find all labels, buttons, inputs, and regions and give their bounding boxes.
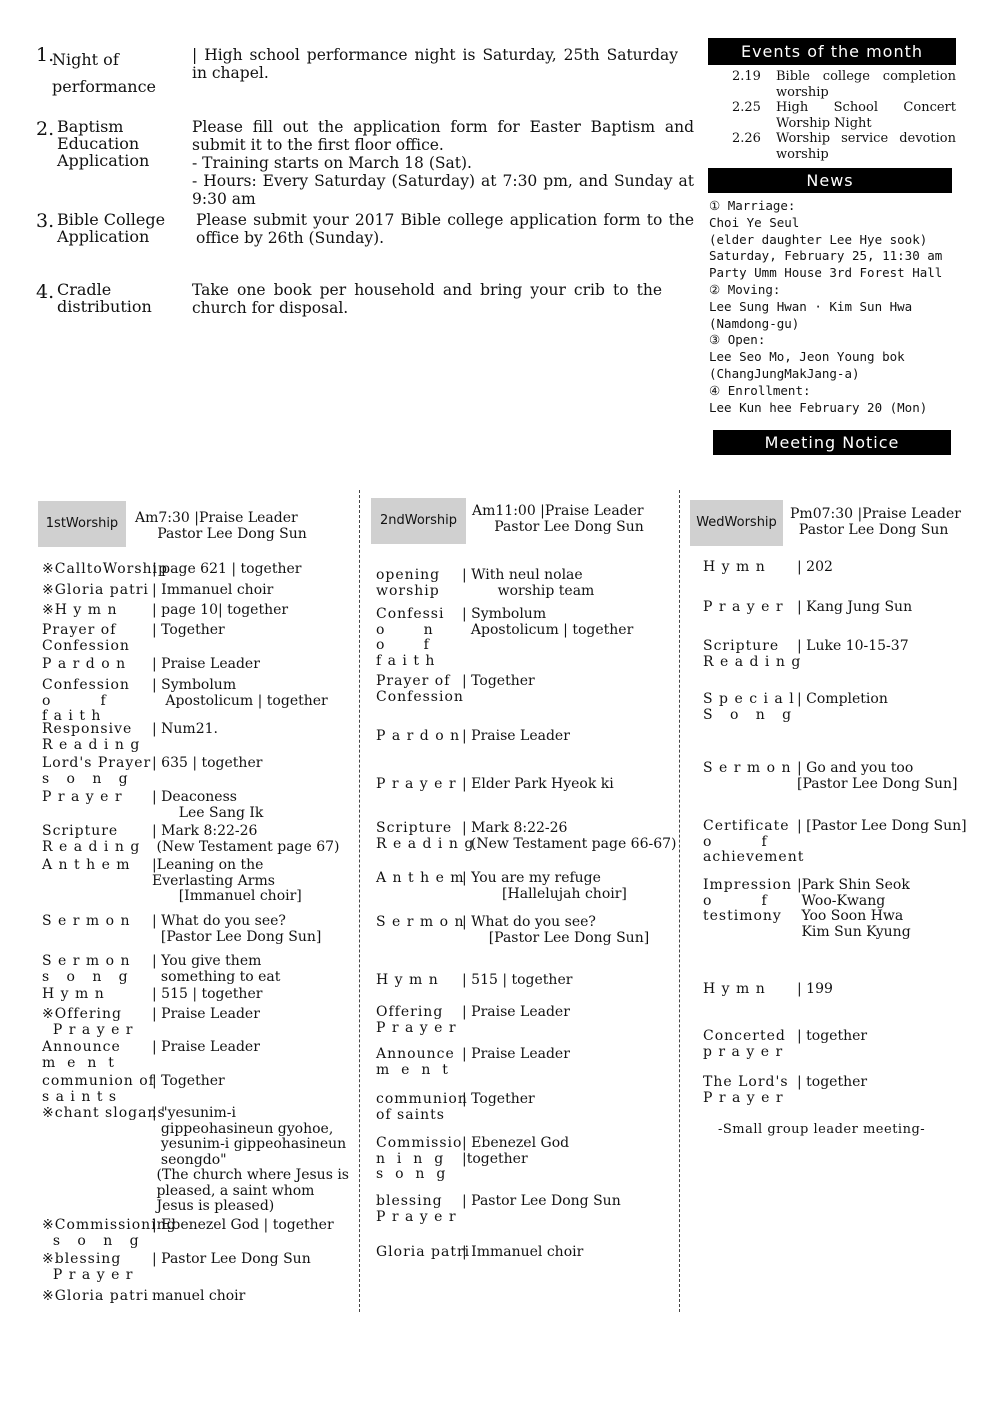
order-label: Gloria patri <box>376 1244 471 1260</box>
order-value: | Pastor Lee Dong Sun <box>462 1193 621 1209</box>
news-line: (Namdong-gu) <box>709 315 800 331</box>
worship-1-header: 1stWorship <box>38 501 126 547</box>
notice-description: Please submit your 2017 Bible college application form to the office by 26th (Sunday). <box>196 211 694 247</box>
order-value: | Praise Leader <box>152 1006 260 1022</box>
order-value: | page 621 | together <box>152 561 302 577</box>
order-label: Confession o f f a i t h <box>42 677 130 724</box>
news-line: ③ Open: <box>709 332 766 348</box>
order-value: | You are my refuge [Hallelujah choir] <box>462 870 627 902</box>
notice-number: 3. <box>36 210 55 232</box>
order-label: S e r m o n <box>376 914 465 930</box>
order-label: ※Offering P r a y e r <box>42 1006 134 1038</box>
order-label: S p e c i a l S o n g <box>703 691 795 723</box>
order-label: ※chant slogans <box>42 1105 166 1121</box>
order-label: Concerted p r a y e r <box>703 1028 786 1060</box>
order-label: ※blessing P r a y e r <box>42 1251 134 1283</box>
event-date: 2.25 <box>732 100 761 115</box>
event-item <box>732 100 956 130</box>
order-label: Certificate o f achievement <box>703 818 805 865</box>
order-value: | Kang Jung Sun <box>797 599 913 615</box>
order-value: manuel choir <box>152 1288 246 1304</box>
order-value: | Together <box>152 622 225 638</box>
order-value: | "yesunim-i gippeohasineun gyohoe, yesunim-i gippeohasineun seongdo" (The church where Jesus is pleased, a saint whom Jesus is pleased) <box>152 1105 349 1214</box>
order-label: ※Commissioning s o n g <box>42 1217 177 1249</box>
order-value: | What do you see? [Pastor Lee Dong Sun] <box>152 913 322 945</box>
news-list <box>709 198 955 416</box>
order-label: H y m n <box>703 559 766 575</box>
news-line: Saturday, February 25, 11:30 am <box>709 248 943 264</box>
notice-number: 2. <box>36 118 55 140</box>
order-value: | together <box>797 1074 868 1090</box>
event-text: Worship service devotion worship <box>776 131 956 162</box>
order-value: | Luke 10-15-37 <box>797 638 909 654</box>
order-value: | Ebenezel God | together <box>152 1217 334 1233</box>
notice-description: Please fill out the application form for Easter Baptism and submit it to the first floor office. - Training starts on March 18 (Sat). - Hours: Every Saturday (Saturday) at 7:30 pm, and Sunday at 9:30 am <box>192 118 694 208</box>
order-value: | Go and you too [Pastor Lee Dong Sun] <box>797 760 958 792</box>
notice-title: Bible College Application <box>57 210 166 246</box>
worship-1-info: Am7:30 |Praise Leader Pastor Lee Dong Sun <box>135 510 307 542</box>
order-label: Announce m e n t <box>42 1039 121 1071</box>
worship-2-info: Am11:00 |Praise Leader Pastor Lee Dong Sun <box>472 503 644 535</box>
order-label: A n t h e m <box>376 870 465 886</box>
meeting-notice-header: Meeting Notice <box>713 430 951 455</box>
news-line: ② Moving: <box>709 281 781 297</box>
news-line: (elder daughter Lee Hye sook) <box>709 231 928 247</box>
column-divider <box>679 490 680 1312</box>
order-label: Impression o f testimony <box>703 877 793 924</box>
order-label: ※H y m n <box>42 602 118 618</box>
news-line: Lee Sung Hwan · Kim Sun Hwa <box>709 298 913 314</box>
order-value: |Leaning on the Everlasting Arms [Immanuel choir] <box>152 857 302 904</box>
order-label: A n t h e m <box>42 857 131 873</box>
event-item <box>732 69 956 99</box>
notice-description: | High school performance night is Saturday, 25th Saturday in chapel. <box>192 46 678 82</box>
event-text: High School Concert Worship Night <box>776 100 956 131</box>
order-value: | Together <box>462 1091 535 1107</box>
notice-title: Cradle distribution <box>57 280 152 316</box>
news-line: Party Umm House 3rd Forest Hall <box>709 265 943 281</box>
order-label: ※Gloria patri <box>42 1288 149 1304</box>
order-value: | Completion <box>797 691 888 707</box>
order-value: | 515 | together <box>462 972 573 988</box>
order-label: communion of saints <box>376 1091 468 1123</box>
order-label: H y m n <box>376 972 439 988</box>
order-label: P a r d o n <box>376 728 461 744</box>
news-line: Choi Ye Seul <box>709 214 800 230</box>
order-label: Prayer of Confession <box>42 622 130 654</box>
order-value: | Mark 8:22-26 (New Testament page 67) <box>152 823 340 855</box>
order-label: P r a y e r <box>376 776 457 792</box>
order-value: | 202 <box>797 559 833 575</box>
events-header: Events of the month <box>708 38 956 65</box>
order-label: blessing P r a y e r <box>376 1193 457 1225</box>
order-label: communion of s a i n t s <box>42 1073 155 1105</box>
order-value: | With neul nolae worship team <box>462 567 595 599</box>
event-text: Bible college completion worship <box>776 69 956 100</box>
order-label: P r a y e r <box>42 789 123 805</box>
order-value: | [Pastor Lee Dong Sun] <box>797 818 967 834</box>
order-label: Scripture R e a d i n g <box>42 823 141 855</box>
notice-number: 4. <box>36 281 55 303</box>
order-value: | 515 | together <box>152 986 263 1002</box>
order-value: | Praise Leader <box>462 728 570 744</box>
order-label: Scripture R e a d i n g <box>703 638 802 670</box>
order-value: | page 10| together <box>152 602 289 618</box>
column-divider <box>359 490 360 1312</box>
wed-worship-info: Pm07:30 |Praise Leader Pastor Lee Dong Sun <box>790 506 961 538</box>
notice-description: Take one book per household and bring your crib to the church for disposal. <box>192 281 662 317</box>
order-label: S e r m o n s o n g <box>42 953 131 985</box>
order-value: | Symbolum Apostolicum | together <box>152 677 328 709</box>
order-value: | Ebenezel God |together <box>462 1135 570 1167</box>
order-value: | Together <box>462 673 535 689</box>
order-label: Responsive R e a d i n g <box>42 721 141 753</box>
order-label: H y m n <box>42 986 105 1002</box>
order-value: | Praise Leader <box>152 656 260 672</box>
order-label: P a r d o n <box>42 656 127 672</box>
order-value: | Immanuel choir <box>152 582 274 598</box>
news-line: Lee Seo Mo, Jeon Young bok <box>709 349 905 365</box>
order-value: | Deaconess Lee Sang Ik <box>152 789 264 821</box>
event-date: 2.26 <box>732 131 761 146</box>
news-line: ① Marriage: <box>709 198 796 213</box>
order-value: | 635 | together <box>152 755 263 771</box>
order-value: | Praise Leader <box>462 1046 570 1062</box>
notice-title: Baptism Education Application <box>57 117 150 170</box>
order-label: Confessi o n o f f a i t h <box>376 606 445 669</box>
order-value: | Elder Park Hyeok ki <box>462 776 614 792</box>
order-label: opening worship <box>376 567 441 599</box>
order-label: ※Gloria patri <box>42 582 149 598</box>
order-label: Announce m e n t <box>376 1046 455 1078</box>
wed-worship-header: WedWorship <box>690 500 783 546</box>
order-value: | Praise Leader <box>462 1004 570 1020</box>
order-label: P r a y e r <box>703 599 784 615</box>
order-value: | What do you see? [Pastor Lee Dong Sun] <box>462 914 650 946</box>
order-label: ※CalltoWorship <box>42 561 168 577</box>
order-value: |Park Shin Seok Woo-Kwang Yoo Soon Hwa Kim Sun Kyung <box>797 877 911 940</box>
order-label: Commissio n i n g s o n g <box>376 1135 463 1182</box>
order-label: Prayer of Confession <box>376 673 464 705</box>
order-value: | Pastor Lee Dong Sun <box>152 1251 311 1267</box>
news-line: Lee Kun hee February 20 (Mon) <box>709 399 928 415</box>
order-label: Lord's Prayer s o n g <box>42 755 152 787</box>
order-value: | 199 <box>797 981 833 997</box>
order-value: | Praise Leader <box>152 1039 260 1055</box>
order-value: | Symbolum Apostolicum | together <box>462 606 634 638</box>
order-value: | Immanuel choir <box>462 1244 584 1260</box>
notice-number: 1. <box>36 44 55 66</box>
order-value: | Num21. <box>152 721 218 737</box>
order-label: The Lord's P r a y e r <box>703 1074 789 1106</box>
event-item <box>732 131 956 161</box>
notice-title: Night of performance <box>52 50 157 96</box>
worship-2-header: 2ndWorship <box>371 498 466 544</box>
order-value: | Together <box>152 1073 225 1089</box>
news-line: ④ Enrollment: <box>709 382 811 398</box>
order-value: | together <box>797 1028 868 1044</box>
order-label: H y m n <box>703 981 766 997</box>
order-label: Offering P r a y e r <box>376 1004 457 1036</box>
news-header: News <box>708 168 952 193</box>
order-label: S e r m o n <box>42 913 131 929</box>
small-group-note: -Small group leader meeting- <box>718 1122 926 1137</box>
order-label: S e r m o n <box>703 760 792 776</box>
news-line: (ChangJungMakJang-a) <box>709 365 860 381</box>
order-label: Scripture R e a d i n g <box>376 820 475 852</box>
order-value: | Mark 8:22-26 (New Testament page 66-67) <box>462 820 677 852</box>
order-value: | You give them something to eat <box>152 953 281 985</box>
event-date: 2.19 <box>732 69 761 84</box>
